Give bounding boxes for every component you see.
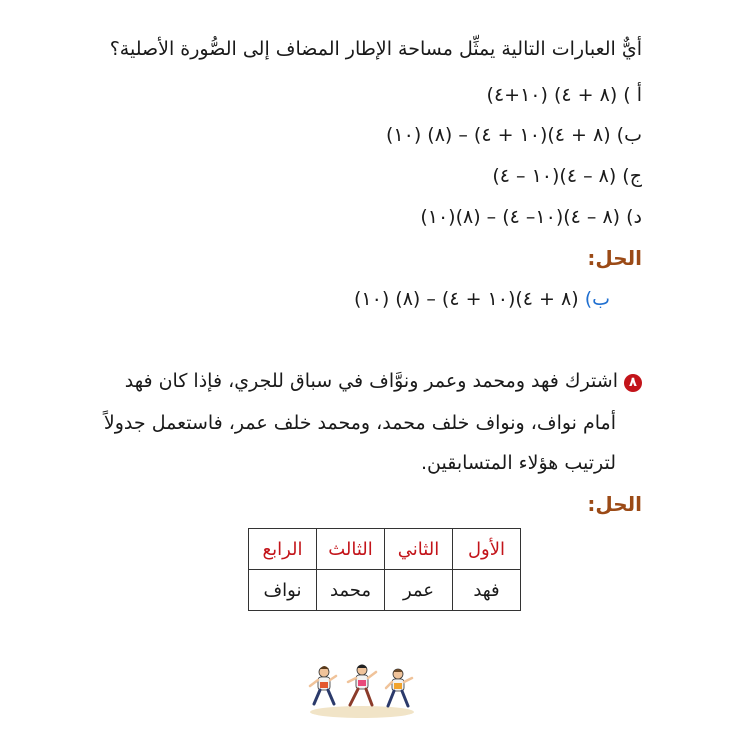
ranking-table	[248, 528, 521, 611]
table-row	[249, 570, 521, 611]
option-b: ب) (٨ + ٤)(١٠ + ٤) – (٨) (١٠)	[385, 124, 642, 146]
header-third: الثالث	[317, 529, 385, 570]
table-header-row	[249, 529, 521, 570]
answer-letter: ب)	[584, 288, 610, 310]
cell-first: فهد	[453, 570, 521, 611]
option-c: ج) (٨ – ٤)(١٠ – ٤)	[492, 165, 642, 187]
answer-line	[354, 288, 610, 310]
cell-third: محمد	[317, 570, 385, 611]
problem-line-3: لترتيب هؤلاء المتسابقين.	[420, 452, 616, 474]
solution-label-1: الحل:	[587, 246, 642, 270]
option-d: د) (٨ – ٤)(١٠– ٤) – (٨)(١٠)	[420, 206, 642, 228]
problem-line-1	[125, 370, 642, 392]
runners-illustration	[306, 660, 418, 720]
header-first: الأول	[453, 529, 521, 570]
answer-expression: (٨ + ٤)(١٠ + ٤) – (٨) (١٠)	[353, 288, 579, 310]
problem-number-badge: ٨	[624, 374, 642, 392]
header-fourth: الرابع	[249, 529, 317, 570]
question-text: أيٌّ العبارات التالية يمثِّل مساحة الإطار المضاف إلى الصُّورة الأصلية؟	[109, 38, 642, 60]
problem-text-1: اشترك فهد ومحمد وعمر ونوَّاف في سباق للجري، فإذا كان فهد	[124, 370, 618, 392]
header-second: الثاني	[385, 529, 453, 570]
problem-line-2: أمام نواف، ونواف خلف محمد، ومحمد خلف عمر، فاستعمل جدولاً	[103, 412, 616, 434]
cell-fourth: نواف	[249, 570, 317, 611]
cell-second: عمر	[385, 570, 453, 611]
option-a: أ ) (٨ + ٤) (١٠+٤)	[486, 84, 642, 106]
solution-label-2: الحل:	[587, 492, 642, 516]
